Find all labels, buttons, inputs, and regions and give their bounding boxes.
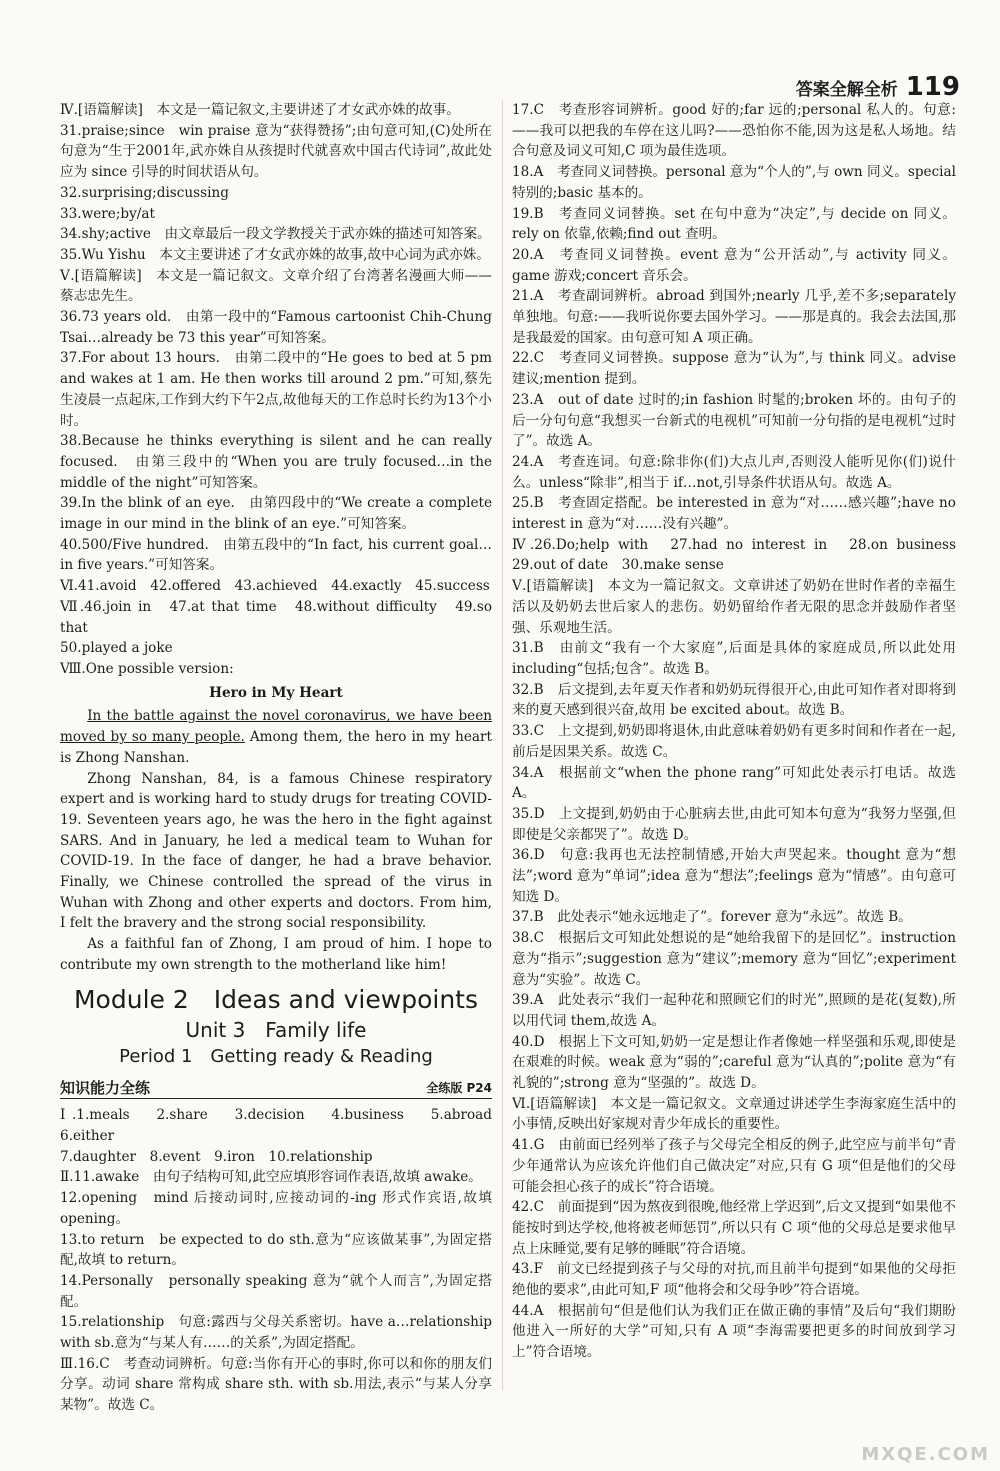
- answer-list-left: [60, 100, 492, 680]
- answer-item: Ⅳ.[语篇解读] 本文是一篇记叙文,主要讲述了才女武亦姝的故事。: [60, 102, 460, 118]
- answer-item: 32.surprising;discussing: [60, 184, 229, 201]
- answer-list-right: [512, 100, 970, 1363]
- answer-item: 33.were;by/at: [60, 205, 155, 222]
- essay-paragraph-1: [60, 706, 492, 768]
- left-column: [60, 100, 506, 1416]
- answer-item: 41.G 由前面已经列举了孩子与父母完全相反的例子,此空应与前半句“青少年通常认为应该允许他们自己做决定”对应,只有 G 项“但是他们的父母可能会担心孩子的成长”符合语境。: [512, 1137, 956, 1195]
- answer-item: 31.praise;since win praise 意为“获得赞扬”;由句意可知,(C)处所在句意为“生于2001年,武亦姝自从孩提时代就喜欢中国古代诗词”,故此处应为 since 引导的时间状语从句。: [60, 122, 492, 181]
- answer-item: 14.Personally personally speaking 意为“就个人而言”,为固定搭配。: [60, 1272, 492, 1310]
- section-page-ref: 全练版 P24: [426, 1080, 492, 1095]
- answer-item: 44.A 根据前句“但是他们认为我们正在做正确的事情”及后句“我们期盼他进入一所好的大学”可知,只有 A 项“李海需要把更多的时间放到学习上”符合语境。: [512, 1302, 956, 1361]
- answer-list-left-2: [60, 1105, 506, 1416]
- answer-item: 37.B 此处表示“她永远地走了”。forever 意为“永远”。故选 B。: [512, 909, 912, 926]
- answer-item: 42.C 前面提到“因为熬夜到很晚,他经常上学迟到”,后文又提到“如果他不能按时到达学校,他将被老师惩罚”,所以只有 C 项“他的父母总是要求他早点上床睡觉,要有足够的睡眠”符合语境。: [512, 1199, 956, 1257]
- answer-item: 22.C 考查同义词替换。suppose 意为“认为”,与 think 同义。advise 建议;mention 提到。: [512, 350, 956, 388]
- answer-item: Ⅴ.[语篇解读] 本文为一篇记叙文。文章讲述了奶奶在世时作者的幸福生活以及奶奶去世后家人的悲伤。奶奶留给作者无限的思念并鼓励作者坚强、乐观地生活。: [512, 578, 956, 636]
- answer-item: 38.C 根据后文可知此处想说的是“她给我留下的是回忆”。instruction 意为“指示”;suggestion 意为“建议”;memory 意为“回忆”;experiment 意为“实验”。故选 C。: [512, 930, 956, 988]
- answer-item: 37.For about 13 hours. 由第二段中的“He goes to bed at 5 pm and wakes at 1 am. He then works till around 2 pm.”可知,蔡先生凌晨一点起床,工作到大约下午2点,故他每天的工作总时长约为13个小时。: [60, 350, 492, 429]
- answer-item: 31.B 由前文“我有一个大家庭”,后面是具体的家庭成员,所以此处用 including“包括;包含”。故选 B。: [512, 640, 956, 677]
- answer-item: 34.shy;active 由文章最后一段文学教授关于武亦姝的描述可知答案。: [60, 226, 491, 243]
- answer-item: 40.500/Five hundred. 由第五段中的“In fact, his current goal…in five years.”可知答案。: [60, 536, 492, 574]
- answer-item: 15.relationship 句意:露西与父母关系密切。have a…relationship with sb.意为“与某人有……的关系”,为固定搭配。: [60, 1314, 492, 1352]
- answer-item: 36.D 句意:我再也无法控制情感,开始大声哭起来。thought 意为“想法”;word 意为“单词”;idea 意为“想法”;feelings 意为“情感”。由句意可知选 D。: [512, 847, 956, 905]
- answer-item: 40.D 根据上下文可知,奶奶一定是想让作者像她一样坚强和乐观,即使是在艰难的时候。weak 意为“弱的”;careful 意为“认真的”;polite 意为“有礼貌的”;strong 意为“坚强的”。故选 D。: [512, 1033, 956, 1092]
- answer-item: 18.A 考查同义词替换。personal 意为“个人的”,与 own 同义。special 特别的;basic 基本的。: [512, 164, 956, 201]
- answer-item: 34.A 根据前文“when the phone rang”可知此处表示打电话。故选 A。: [512, 764, 956, 802]
- answer-item: 32.B 后文提到,去年夏天作者和奶奶玩得很开心,由此可知作者对即将到来的夏天感到很兴奋,故用 be excited about。故选 B。: [512, 681, 956, 719]
- answer-item: 21.A 考查副词辨析。abroad 到国外;nearly 几乎,差不多;separately 单独地。句意:——我听说你要去国外学习。——那是真的。我会去法国,那是我最爱的国家。由句意可知 A 项正确。: [512, 288, 956, 346]
- answer-item: 7.daughter 8.event 9.iron 10.relationship: [60, 1148, 373, 1165]
- answer-item: Ⅱ.11.awake 由句子结构可知,此空应填形容词作表语,故填 awake。: [60, 1169, 482, 1186]
- answer-item: Ⅴ.[语篇解读] 本文是一篇记叙文。文章介绍了台湾著名漫画大师——蔡志忠先生。: [60, 267, 492, 305]
- answer-item: 35.Wu Yishu 本文主要讲述了才女武亦姝的故事,故中心词为武亦姝。: [60, 246, 490, 263]
- answer-item: 39.A 此处表示“我们一起种花和照顾它们的时光”,照顾的是花(复数),所以用代词 them,故选 A。: [512, 992, 956, 1029]
- answer-item: Ⅶ.46.join in 47.at that time 48.without difficulty 49.so that: [60, 598, 492, 636]
- page-header: [796, 72, 960, 102]
- column-divider: [502, 100, 503, 1390]
- answer-item: 12.opening mind 后接动词时,应接动词的-ing 形式作宾语,故填 opening。: [60, 1190, 492, 1227]
- answer-item: 24.A 考查连词。句意:除非你(们)大点儿声,否则没人能听见你(们)说什么。unless“除非”,相当于 if…not,引导条件状语从句。故选 A。: [512, 453, 956, 491]
- answer-item: 43.F 前文已经提到孩子与父母的对抗,而且前半句提到“如果他的父母拒绝他的要求”,由此可知,F 项“他将会和父母争吵”符合语境。: [512, 1261, 956, 1299]
- essay-title: Hero in My Heart: [209, 684, 343, 701]
- page-number: 119: [905, 72, 960, 102]
- essay-paragraph-3: As a faithful fan of Zhong, I am proud of him. I hope to contribute my own strength to the motherland like him!: [60, 936, 492, 973]
- answer-item: 38.Because he thinks everything is silent and he can really focused. 由第三段中的“When you are truly focused…in the middle of the night”可知答案。: [60, 433, 492, 491]
- right-column: [512, 100, 970, 1363]
- unit-title: Unit 3 Family life: [185, 1018, 367, 1043]
- header-title: 答案全解全析: [795, 79, 898, 100]
- period-title: Period 1 Getting ready & Reading: [119, 1045, 433, 1067]
- answer-item: 50.played a joke: [60, 640, 173, 657]
- answer-item: Ⅵ.41.avoid 42.offered 43.achieved 44.exactly 45.success: [60, 578, 490, 595]
- answer-item: 19.B 考查同义词替换。set 在句中意为“决定”,与 decide on 同义。rely on 依靠,依赖;find out 查明。: [512, 205, 956, 243]
- section-title: 知识能力全练: [60, 1078, 151, 1097]
- site-watermark: MXQE.COM: [861, 1444, 990, 1465]
- answer-item: 17.C 考查形容词辨析。good 好的;far 远的;personal 私人的。句意:——我可以把我的车停在这儿吗?——恐怕你不能,因为这是私人场地。结合句意及词义可知,C 项为最佳选项。: [512, 102, 956, 160]
- answer-item: 33.C 上文提到,奶奶即将退休,由此意味着奶奶有更多时间和作者在一起,前后是因果关系。故选 C。: [512, 723, 956, 760]
- answer-item: 25.B 考查固定搭配。be interested in 意为“对……感兴趣”;have no interest in 意为“对……没有兴趣”。: [512, 495, 956, 533]
- essay-paragraph-1-rest: Among them, the hero in my heart is Zhong Nanshan.: [60, 729, 492, 766]
- answer-item: Ⅳ.26.Do;help with 27.had no interest in 28.on business 29.out of date 30.make sense: [512, 536, 970, 574]
- answer-item: 20.A 考查同义词替换。event 意为“公开活动”,与 activity 同义。game 游戏;concert 音乐会。: [512, 246, 956, 284]
- answer-item: Ⅰ.1.meals 2.share 3.decision 4.business 5.abroad 6.either: [60, 1107, 506, 1145]
- essay-underlined-sentence: In the battle against the novel coronavirus, we have been moved by so many people.: [60, 708, 492, 746]
- answer-item: 13.to return be expected to do sth.意为“应该做某事”,为固定搭配,故填 to return。: [60, 1231, 492, 1269]
- answer-item: Ⅷ.One possible version:: [60, 660, 234, 677]
- answer-item: Ⅵ.[语篇解读] 本文是一篇记叙文。文章通过讲述学生李海家庭生活中的小事情,反映出好家规对青少年成长的重要性。: [512, 1095, 956, 1133]
- module-title: Module 2 Ideas and viewpoints: [73, 984, 478, 1014]
- answer-item: 35.D 上文提到,奶奶由于心脏病去世,由此可知本句意为“我努力坚强,但即使是父亲都哭了”。故选 D。: [512, 805, 956, 843]
- essay-paragraph-2: Zhong Nanshan, 84, is a famous Chinese respiratory expert and is working hard to study drugs for treating COVID-19. Seventeen years ago, he was the hero in the fight against SARS. And in January, he led a medical team to Wuhan for COVID-19. In the face of danger, he had a brave behavior. Finally, we Chinese controlled the spread of the virus in Wuhan with Zhong and other experts and doctors. From him, I felt the bravery and the strong social responsibility.: [60, 770, 492, 932]
- answer-item: 23.A out of date 过时的;in fashion 时髦的;broken 坏的。由句子的后一分句句意“我想买一台新式的电视机”可知前一分句指的是电视机“过时了”。故选 A。: [512, 391, 956, 450]
- answer-item: 36.73 years old. 由第一段中的“Famous cartoonist Chih-Chung Tsai…already be 73 this year”可知答案。: [60, 309, 492, 346]
- section-header: [60, 1078, 492, 1100]
- answer-item: Ⅲ.16.C 考查动词辨析。句意:当你有开心的事时,你可以和你的朋友们分享。动词 share 常构成 share sth. with sb.用法,表示“与某人分享某物”。故选 C。: [60, 1355, 492, 1414]
- answer-item: 39.In the blink of an eye. 由第四段中的“We create a complete image in our mind in the blink of an eye.”可知答案。: [60, 495, 492, 533]
